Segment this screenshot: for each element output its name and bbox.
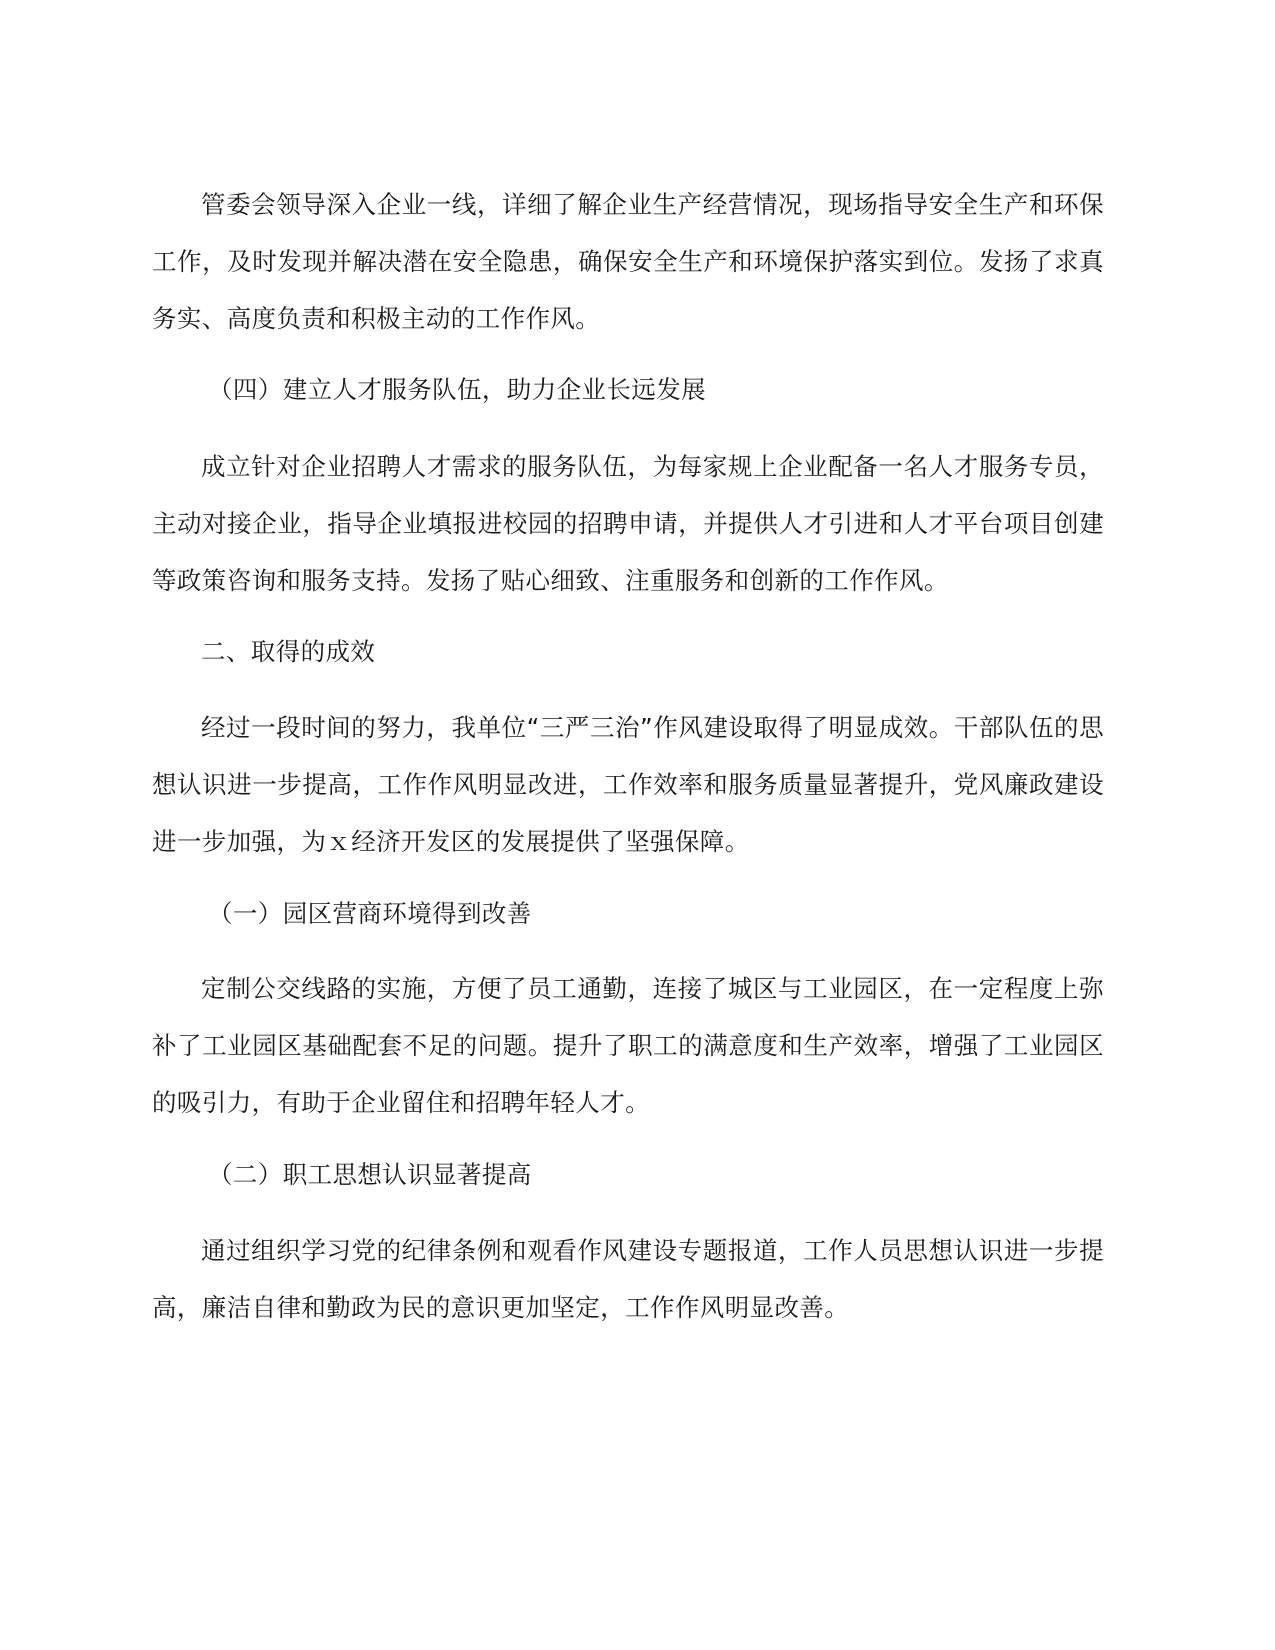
paragraph-business-environment: 定制公交线路的实施，方便了员工通勤，连接了城区与工业园区，在一定程度上弥补了工业园区基础配套不足的问题。提升了职工的满意度和生产效率，增强了工业园区的吸引力，有助于企业留住和招聘年轻人才。 — [152, 974, 1104, 1117]
subheading-business-environment: （一）园区营商环境得到改善 — [208, 899, 532, 928]
subheading-staff-awareness: （二）职工思想认识显著提高 — [208, 1160, 532, 1189]
subheading-talent-service: （四）建立人才服务队伍，助力企业长远发展 — [208, 375, 706, 404]
paragraph-safety-guidance: 管委会领导深入企业一线，详细了解企业生产经营情况，现场指导安全生产和环保工作，及时发现并解决潜在安全隐患，确保安全生产和环境保护落实到位。发扬了求真务实、高度负责和积极主动的工作作风。 — [152, 190, 1104, 333]
paragraph-talent-service: 成立针对企业招聘人才需求的服务队伍，为每家规上企业配备一名人才服务专员，主动对接企业，指导企业填报进校园的招聘申请，并提供人才引进和人才平台项目创建等政策咨询和服务支持。发扬了贴心细致、注重服务和创新的工作作风。 — [152, 452, 1104, 595]
document-page — [152, 0, 1104, 1650]
paragraph-achievements: 经过一段时间的努力，我单位“三严三治”作风建设取得了明显成效。干部队伍的思想认识进一步提高，工作作风明显改进，工作效率和服务质量显著提升，党风廉政建设进一步加强，为ｘ经济开发区的发展提供了坚强保障。 — [152, 713, 1104, 856]
paragraph-staff-awareness: 通过组织学习党的纪律条例和观看作风建设专题报道，工作人员思想认识进一步提高，廉洁自律和勤政为民的意识更加坚定，工作作风明显改善。 — [152, 1236, 1104, 1322]
heading-achievements: 二、取得的成效 — [201, 637, 376, 666]
